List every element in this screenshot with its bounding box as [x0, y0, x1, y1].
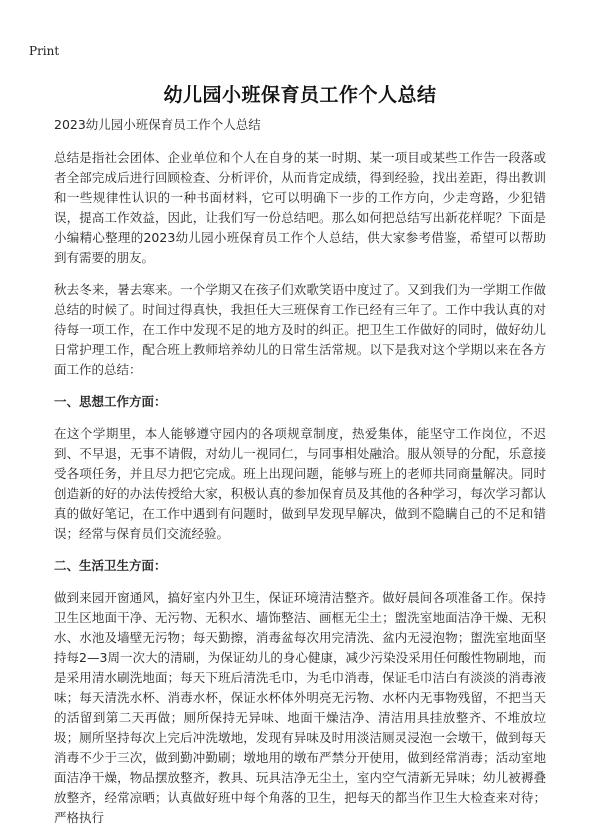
section-body-ideology: 在这个学期里，本人能够遵守园内的各项规章制度，热爱集体，能坚守工作岗位，不迟到、不早退，无事不请假，对幼儿一视同仁，与同事相处融洽。服从领导的分配，乐意接受各项任务，并且尽力把它完成。班上出现问题，能够与班上的老师共同商量解决。同时创造新的好的办法传授给大家，积极认真的参加保育员及其他的各种学习，每次学习都认真的做好笔记，在工作中遇到有问题时，做到早发现早解决，做到不隐瞒自己的不足和错误；经常与保育员们交流经验。 — [54, 426, 546, 541]
opening-paragraph: 秋去冬来，暑去寒来。一个学期又在孩子们欢歌笑语中度过了。又到我们为一学期工作做总结的时候了。时间过得真快，我担任大三班保育工作已经有三年了。工作中我认真的对待每一项工作，在工作中发现不足的地方及时的纠正。把卫生工作做好的同时，做好幼儿日常护理工作，配合班上教师培养幼儿的日常生活常规。以下是我对这个学期以来在各方面工作的总结： — [54, 282, 546, 377]
article-title: 幼儿园小班保育员工作个人总结 — [163, 84, 437, 106]
print-link[interactable]: Print — [29, 44, 60, 58]
intro-paragraph: 总结是指社会团体、企业单位和个人在自身的某一时期、某一项目或某些工作告一段落或者全部完成后进行回顾检查、分析评价，从而肯定成绩，得到经验，找出差距，得出教训和一些规律性认识的一种书面材料，它可以明确下一步的工作方向，少走弯路，少犯错误，提高工作效益，因此，让我们写一份总结吧。那么如何把总结写出新花样呢？下面是小编精心整理的2023幼儿园小班保育员工作个人总结，供大家参考借鉴，希望可以帮助到有需要的朋友。 — [54, 150, 546, 265]
article-subtitle: 2023幼儿园小班保育员工作个人总结 — [54, 117, 261, 132]
section-heading-ideology: 一、思想工作方面： — [54, 394, 167, 409]
section-heading-hygiene: 二、生活卫生方面： — [54, 558, 167, 573]
section-body-hygiene: 做到来园开窗通风，搞好室内外卫生，保证环境清洁整齐。做好晨间各项准备工作。保持卫生区地面干净、无污物、无积水、墙饰整洁、画框无尘土；盥洗室地面洁净干燥、无积水、水池及墙壁无污物；每天勤擦，消毒盆每次用完清洗、盆内无浸泡物；盥洗室地面坚持每2—3周一次大的清刷，为保证幼儿的身心健康，减少污染没采用任何酸性物刷地，而是采用清水刷洗地面；每天下班后清洗毛巾，为毛巾消毒，保证毛巾洁白有淡淡的消毒液味；每天清洗水杯、消毒水杯，保证水杯体外明亮无污物、水杯内无事物残留，不把当天的活留到第二天再做；厕所保持无异味、地面干燥洁净、清洁用具挂放整齐、不堆放垃圾；厕所坚持每次上完后冲洗墩地，发现有异味及时用淡洁厕灵浸泡一会墩干，做到每天消毒不少于三次，做到勤冲勤刷；墩地用的墩布严禁分开使用，做到经常消毒；活动室地面洁净干燥，物品摆放整齐，教具、玩具洁净无尘土，室内空气清新无异味；幼儿被褥叠放整齐，经常凉晒；认真做好班中每个角落的卫生，把每天的都当作卫生大检查来对待；严格执行 — [54, 590, 546, 825]
article-body — [54, 115, 546, 828]
